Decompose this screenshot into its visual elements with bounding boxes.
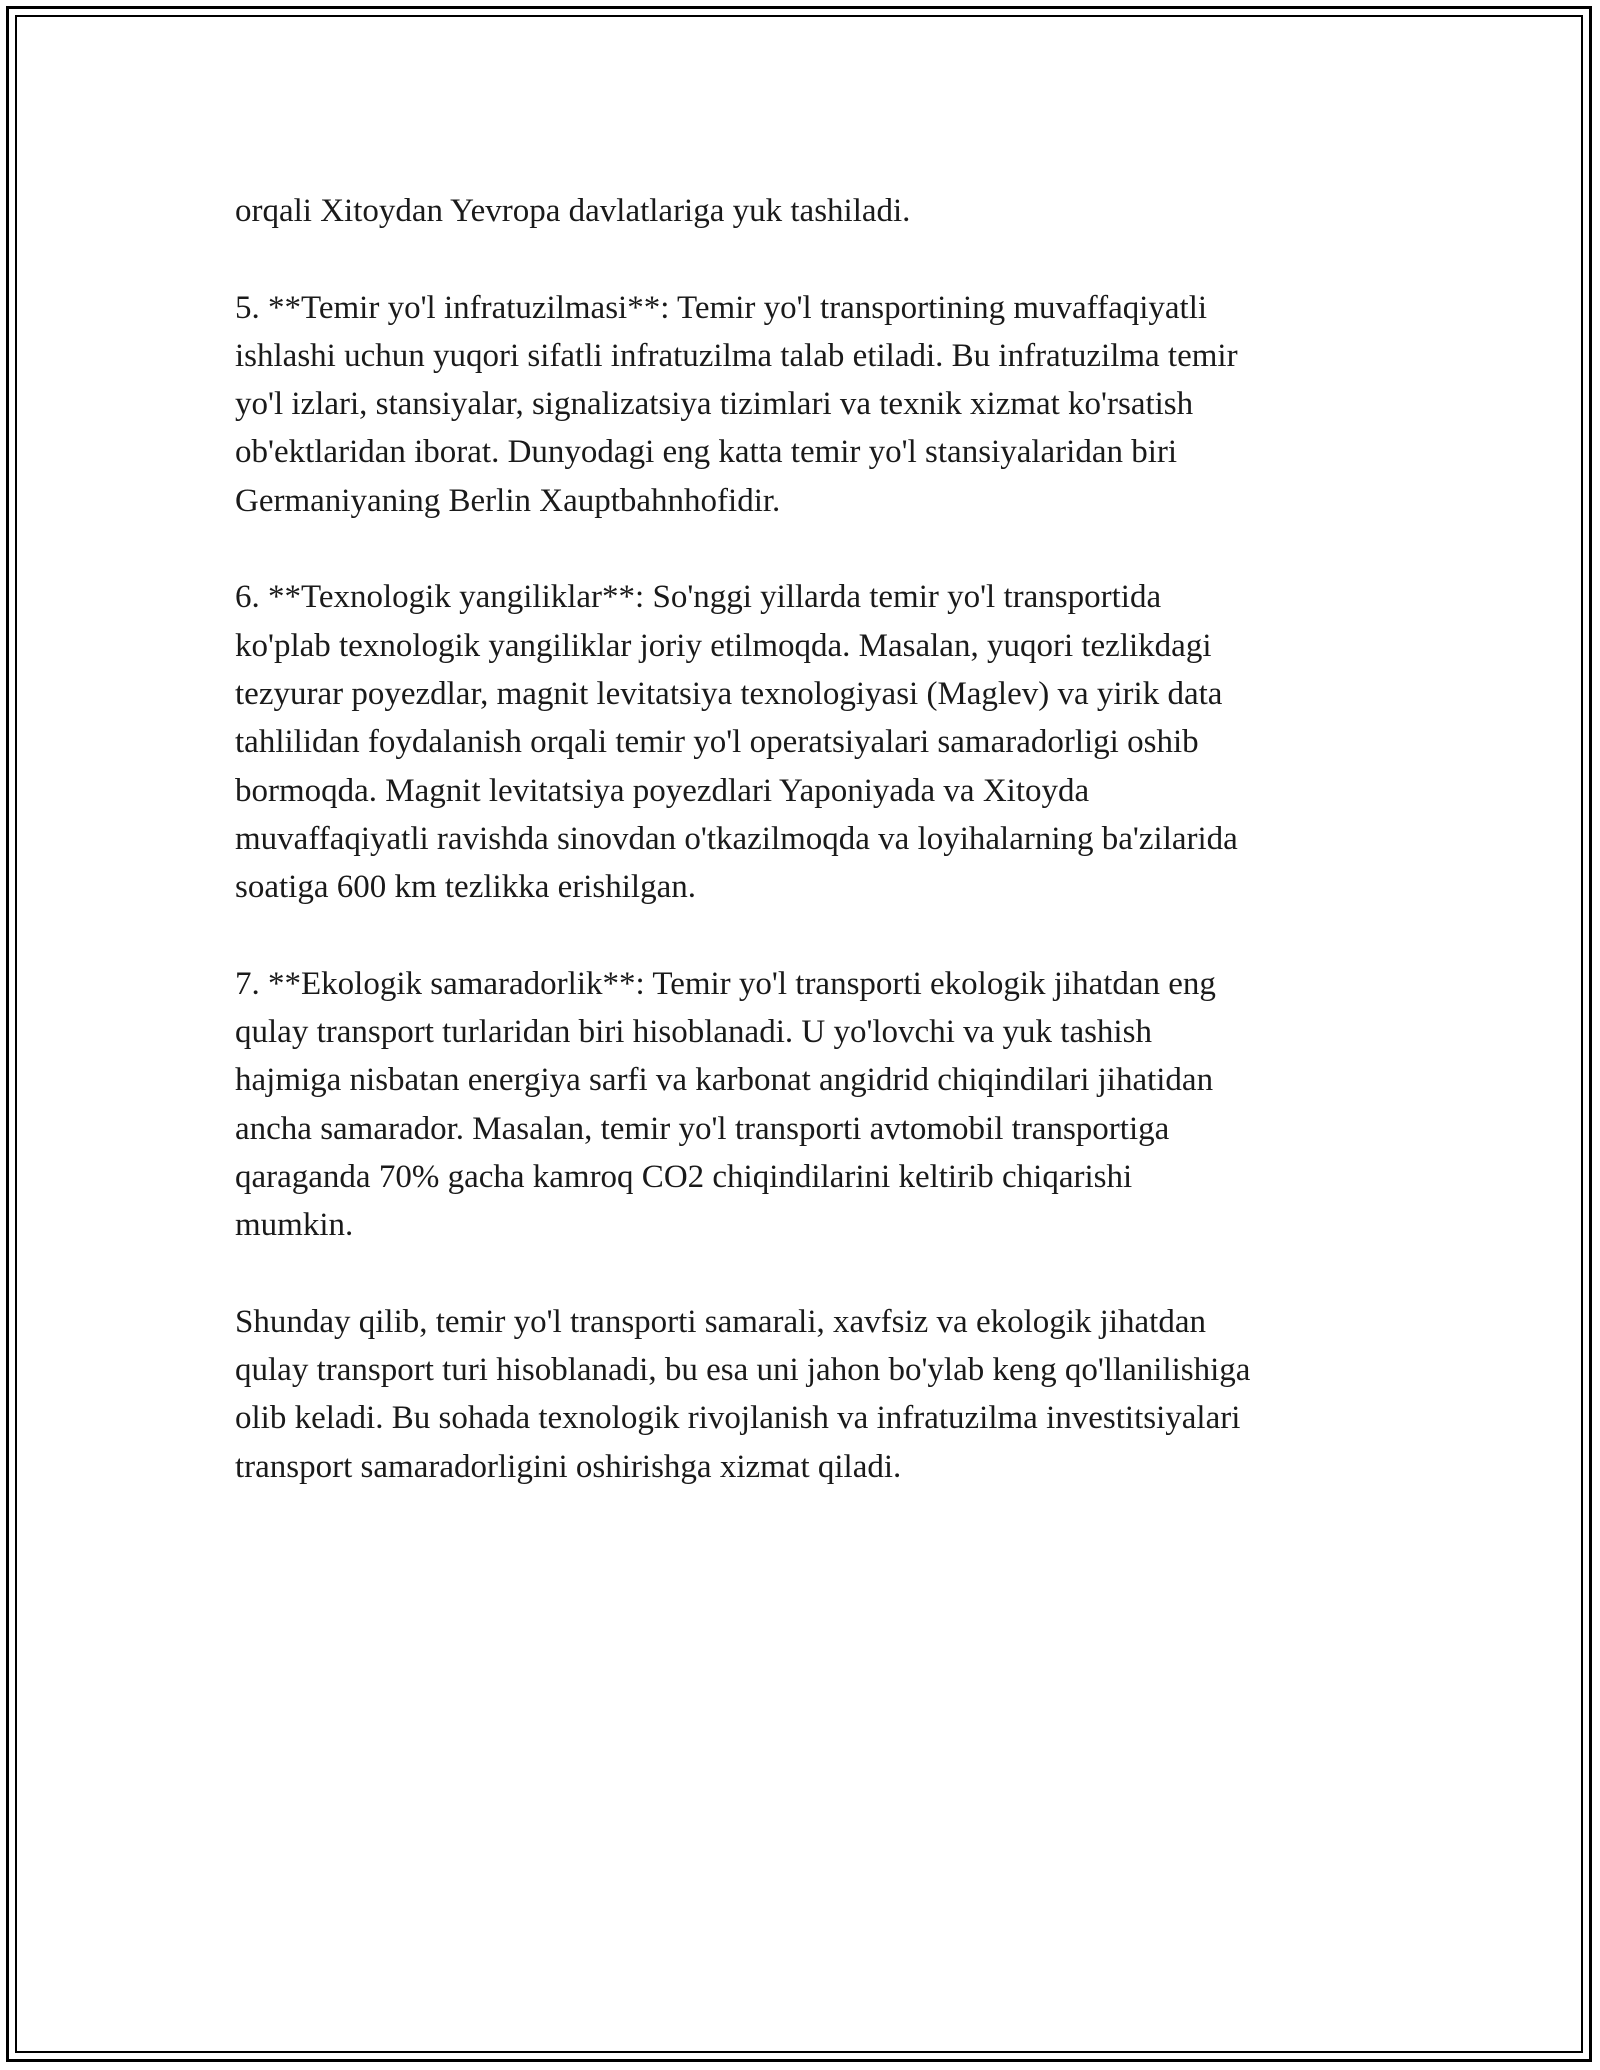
paragraph-conclusion: Shunday qilib, temir yo'l transporti samarali, xavfsiz va ekologik jihatdan qulay transport turi hisoblanadi, bu esa uni jahon bo'ylab keng qo'llanilishiga olib keladi. Bu sohada texnologik rivojlanish va infratuzilma investitsiyalari transport samaradorligini oshirishga xizmat qiladi. bbox=[235, 1303, 1251, 1485]
document-body bbox=[235, 187, 1375, 1539]
paragraph-ecology: 7. **Ekologik samaradorlik**: Temir yo'l transporti ekologik jihatdan eng qulay transport turlaridan biri hisoblanadi. U yo'lovchi va yuk tashish hajmiga nisbatan energiya sarfi va karbonat angidrid chiqindilari jihatidan ancha samarador. Masalan, temir yo'l transporti avtomobil transportiga qaraganda 70% gacha kamroq CO2 chiqindilarini keltirib chiqarishi mumkin. bbox=[235, 965, 1216, 1244]
paragraph-infrastructure: 5. **Temir yo'l infratuzilmasi**: Temir yo'l transportining muvaffaqiyatli ishlashi uchun yuqori sifatli infratuzilma talab etiladi. Bu infratuzilma temir yo'l izlari, stansiyalar, signalizatsiya tizimlari va texnik xizmat ko'rsatish ob'ektlaridan iborat. Dunyodagi eng katta temir yo'l stansiyalaridan biri Germaniyaning Berlin Xauptbahnhofidir. bbox=[235, 289, 1238, 519]
paragraph-technology: 6. **Texnologik yangiliklar**: So'nggi yillarda temir yo'l transportida ko'plab texnologik yangiliklar joriy etilmoqda. Masalan, yuqori tezlikdagi tezyurar poyezdlar, magnit levitatsiya texnologiyasi (Maglev) va yirik data tahlilidan foydalanish orqali temir yo'l operatsiyalari samaradorligi oshib bormoqda. Magnit levitatsiya poyezdlari Yaponiyada va Xitoyda muvaffaqiyatli ravishda sinovdan o'tkazilmoqda va loyihalarning ba'zilarida soatiga 600 km tezlikka erishilgan. bbox=[235, 579, 1238, 906]
paragraph-continuation: orqali Xitoydan Yevropa davlatlariga yuk tashiladi. bbox=[235, 193, 911, 229]
